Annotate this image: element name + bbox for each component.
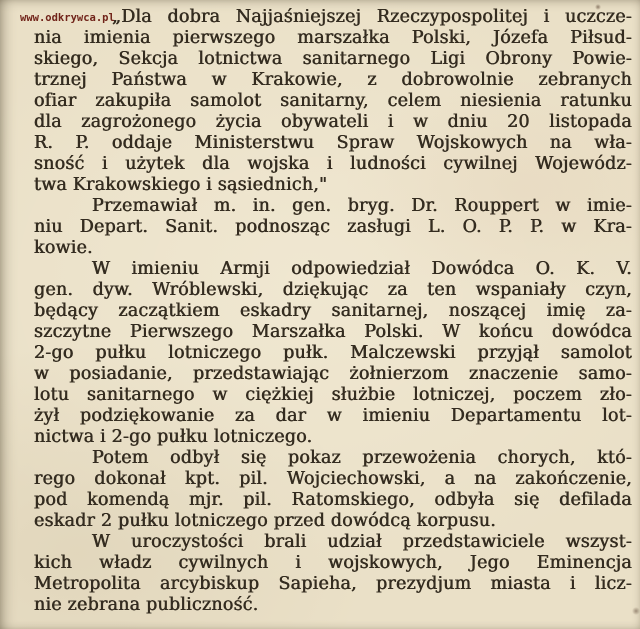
text-line: nia imienia pierwszego marszałka Polski, Józefa Piłsud-	[34, 28, 632, 48]
watermark: www.odkrywca.pl	[20, 12, 115, 24]
paragraph	[34, 532, 632, 616]
text-line: R. P. oddaje Ministerstwu Spraw Wojskowych na wła-	[34, 133, 632, 153]
paragraph	[34, 259, 632, 448]
text-line: kowie.	[34, 238, 93, 258]
text-line: gen. dyw. Wróblewski, dziękując za ten wspaniały czyn,	[34, 280, 632, 300]
text-line: dla zagrożonego życia obywateli i w dniu 20 listopada	[34, 112, 632, 132]
text-line: eskadr 2 pułku lotniczego przed dowódcą korpusu.	[34, 511, 497, 531]
text-line: będący zaczątkiem eskadry sanitarnej, noszącej imię za-	[34, 301, 632, 321]
text-line: skiego, Sekcja lotnictwa sanitarnego Ligi Obrony Powie-	[34, 49, 632, 69]
text-line: pod komendą mjr. pil. Ratomskiego, odbyła się defilada	[34, 490, 632, 510]
text-line: W imieniu Armji odpowiedział Dowódca O. K. V.	[92, 259, 632, 279]
text-line: w posiadanie, przedstawiając żołnierzom znaczenie samo-	[34, 364, 632, 384]
text-line: Przemawiał m. in. gen. bryg. Dr. Rouppert w imie-	[92, 196, 632, 216]
paragraph	[34, 7, 632, 196]
text-line: Metropolita arcybiskup Sapieha, prezydjum miasta i licz-	[34, 574, 632, 594]
paragraph	[34, 196, 632, 259]
text-line: kich władz cywilnych i wojskowych, Jego Eminencja	[34, 553, 632, 573]
text-line: trznej Państwa w Krakowie, z dobrowolnie zebranych	[34, 70, 632, 90]
text-line: rego dokonał kpt. pil. Wojciechowski, a na zakończenie,	[34, 469, 632, 489]
text-line: twa Krakowskiego i sąsiednich,"	[34, 175, 328, 195]
text-line: lotu sanitarnego w ciężkiej służbie lotniczej, poczem zło-	[34, 385, 632, 405]
text-line: nie zebrana publiczność.	[34, 595, 259, 615]
text-line: 2-go pułku lotniczego pułk. Malczewski przyjął samolot	[34, 343, 632, 363]
text-line: W uroczystości brali udział przedstawiciele wszyst-	[92, 532, 632, 552]
text-line: szczytne Pierwszego Marszałka Polski. W końcu dowódca	[34, 322, 632, 342]
paragraph	[34, 448, 632, 532]
text-line: ofiar zakupiła samolot sanitarny, celem niesienia ratunku	[34, 91, 632, 111]
text-line: Potem odbył się pokaz przewożenia chorych, któ-	[92, 448, 632, 468]
text-line: żył podziękowanie za dar w imieniu Departamentu lot-	[34, 406, 632, 426]
text-line: nictwa i 2-go pułku lotniczego.	[34, 427, 313, 447]
text-line: niu Depart. Sanit. podnosząc zasługi L. O. P. P. w Kra-	[34, 217, 632, 237]
text-line: sność i użytek dla wojska i ludności cywilnej Wojewódz-	[34, 154, 632, 174]
text-line: „Dla dobra Najjaśniejszej Rzeczypospolitej i uczcze-	[112, 7, 632, 27]
text-block	[0, 7, 640, 616]
